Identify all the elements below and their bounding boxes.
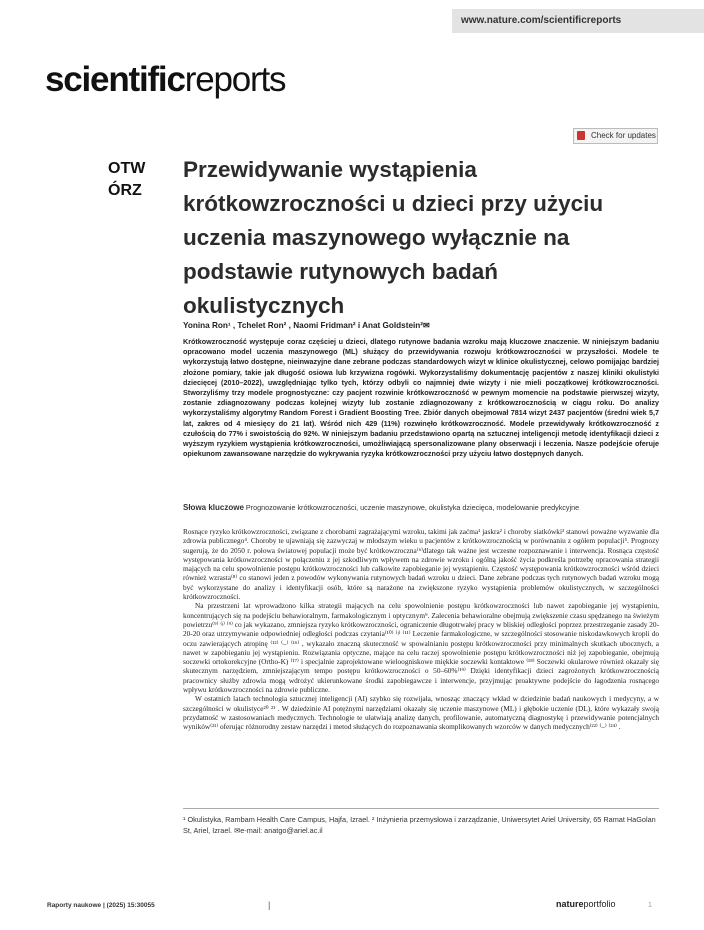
logo-bold: scientific	[45, 60, 185, 99]
keywords	[183, 503, 659, 512]
open-access-label	[108, 158, 145, 202]
affiliation-divider	[183, 808, 659, 809]
update-badge-icon	[577, 131, 585, 140]
footer-citation	[47, 902, 155, 909]
keywords-label: Słowa kluczowe	[183, 503, 244, 512]
journal-url[interactable]: www.nature.com/scientificreports	[461, 15, 622, 26]
check-for-updates-label: Check for updates	[591, 131, 656, 140]
article-body	[183, 527, 659, 732]
affiliations: ¹ Okulistyka, Rambam Health Care Campus, Hajfa, Izrael. ² Inżynieria przemysłowa i zarządzanie, Uniwersytet Ariel University, 65 Ramat HaGolan St, Ariel, Izrael. ✉e-mail: anatgo@ariel.ac.il	[183, 815, 656, 835]
body-paragraph: W ostatnich latach technologia sztucznej inteligencji (AI) szybko się rozwijała, wnosząc znaczący wkład w dziedzinie badań naukowych i medycyny, a w szczególności w okulistyce²⁰ ²¹ . W dziedzinie AI potężnymi narzędziami okazały się uczenie maszynowe (ML) i głębokie uczenie (DL), które wykazały swoją przydatność w zastosowaniach medycznych. Technologie te ułatwiają analizę danych, profilowanie, automatyczną diagnostykę i przewidywanie potencjalnych wyników⁽²¹⁾ oferując różnorodny zestaw narzędzi i metod służących do rozpoznawania skomplikowanych wzorców w danych medycznych⁽²²⁾ ⁽–⁾ ⁽²⁴⁾ .	[183, 694, 659, 732]
open-access-line2: ÓRZ	[108, 182, 142, 199]
keywords-text: Prognozowanie krótkowzroczności, uczenie maszynowe, okulistyka dziecięca, modelowanie predykcyjne	[245, 503, 580, 512]
publisher-bold: nature	[556, 899, 584, 909]
logo-light: reports	[184, 60, 286, 99]
body-paragraph: Rosnące ryzyko krótkowzroczności, związane z chorobami zagrażającymi wzroku, takimi jak zaćma¹ jaskra² i choroby siatkówki³ stanowi poważne wyzwanie dla zdrowia publicznego⁴. Choroby te ujawniają się zazwyczaj w młodszym wieku u pacjentów z krótkowzrocznością w porównaniu z ogółem populacji⁵. Prognozy sugerują, że do 2050 r. połowa światowej populacji może być krótkowzroczna⁽⁶⁾dlatego tak ważne jest wczesne rozpoznawanie i interwencja. Rosnąca częstość występowania krótkowzroczności w połączeniu z jej szkodliwym wpływem na zdrowie wzroku i ogólną jakość życia podkreśla potrzebę opracowania strategii mających na celu spowolnienie postępu krótkowzroczności lub całkowite zapobieganie jej wystąpieniu. Częstość występowania krótkowzroczności wśród dzieci również wzrasta⁽⁸⁾ co stanowi jeden z powodów wykonywania rutynowych badań wzroku u dzieci. Dane zebrane podczas tych rutynowych badań wzroku mogą być wykorzystane do analizy i identyfikacji osób, które są narażone na zwiększone ryzyko wystąpienia problemów okulistycznych, w szczególności krótkowzroczności.	[183, 527, 659, 602]
page-number: 1	[648, 902, 652, 909]
check-for-updates-button[interactable]	[573, 128, 658, 144]
body-paragraph: Na przestrzeni lat wprowadzono kilka strategii mających na celu spowolnienie postępu krótkowzroczności lub nawet zapobieganie jej wystąpieniu, koncentrujących się na podejściu behawioralnym, farmakologicznym i optycznym⁹. Zalecenia behawioralne obejmują zwiększenie czasu spędzanego na świeżym powietrzu⁽⁹⁾ ⁽ʲ⁾ ⁽⁹⁾ co jak wykazano, zmniejsza ryzyko krótkowzroczności, ograniczenie długotrwałej pracy w bliskiej odległości poprzez przestrzeganie zasady 20-20-20 oraz utrzymywanie odpowiedniej odległości podczas czytania⁽¹⁰⁾ ⁽ʲ⁾ ⁽¹¹⁾ Leczenie farmakologiczne, w szczególności stosowanie niskodawkowych kropli do oczu zawierających atropinę ⁽¹²⁾ ⁽–⁾ ⁽¹⁶⁾ , wykazało znaczną skuteczność w spowalnianiu postępu krótkowzroczności przy minimalnych skutkach ubocznych, a nawet w zapobieganiu jej wystąpieniu. Rozwiązania optyczne, mające na celu raczej spowolnienie postępu krótkowzroczności niż jej zapobieganie, obejmują soczewki ortokorekcyjne (Ortho-K) ⁽¹⁷⁾ i specjalnie zaprojektowane wieloogniskowe miękkie soczewki kontaktowe ⁽¹⁸⁾ Soczewki okularowe również okazały się skutecznym narzędziem, zmniejszającym tempo postępu krótkowzroczności o 50–60%⁽¹⁹⁾ Dzięki identyfikacji dzieci zagrożonych krótkowzrocznością pracownicy służby zdrowia mogą wdrożyć ukierunkowane środki zapobiegawcze i interwencje, przyjmując proaktywne podejście do łagodzenia rosnącego wpływu krótkowzroczności na zdrowie publiczne.	[183, 601, 659, 695]
author-list: Yonina Ron¹ , Tchelet Ron² , Naomi Fridman² i Anat Goldstein²✉	[183, 321, 430, 330]
journal-logo	[45, 60, 285, 100]
footer-journal: Raporty naukowe |	[47, 902, 105, 909]
footer-volume: (2025) 15:30055	[106, 902, 155, 909]
open-access-line1: OTW	[108, 160, 146, 177]
publisher-light: portfolio	[583, 899, 616, 909]
article-title: Przewidywanie wystąpienia krótkowzroczności u dzieci przy użyciu uczenia maszynowego wyłącznie na podstawie rutynowych badań okulistycznych	[183, 157, 604, 318]
footer-separator: |	[268, 900, 271, 910]
journal-url-bar	[452, 9, 704, 33]
abstract: Krótkowzroczność występuje coraz częściej u dzieci, dlatego rutynowe badania wzroku mają kluczowe znaczenie. W niniejszym badaniu opracowano model uczenia maszynowego (ML) służący do przewidywania rozwoju krótkowzroczności w przyszłości. Modele te wykorzystują łatwo dostępne, nieinwazyjne dane zebrane podczas standardowych wizyt w klinice okulistycznej, celowo pomijając bardziej złożone pomiary, takie jak długość osiowa lub krzywizna rogówki. Wykorzystaliśmy dokumentację pacjentów z naszej kliniki okulistyki dziecięcej (2010–2022), uwzględniając tylko tych, którzy odbyli co najmniej dwie wizyty i nie mieli początkowej krótkowzroczności. Stworzyliśmy trzy modele prognostyczne: czy pacjent rozwinie krótkowzroczność w pewnym momencie na podstawie pierwszej wizyty, zostanie zdiagnozowany podczas kolejnej wizyty lub zostanie zdiagnozowany z krótkowzrocznością w ciągu roku. Do analizy wykorzystaliśmy algorytmy Random Forest i Gradient Boosting Tree. Zbiór danych obejmował 7814 wizyt 2437 pacjentów (średni wiek 5,7 lat, zakres od 4 miesięcy do 21 lat). Wśród nich 429 (11%) rozwinęło krótkowzroczność. Modele przewidywały krótkowzroczność z czułością do 77% i swoistością do 92%. W niniejszym badaniu przedstawiono opartą na sztucznej inteligencji metodę identyfikacji dzieci z wyższym ryzykiem wystąpienia krótkowzroczności, umożliwiającą spersonalizowane plany obserwacji i leczenia. Nasze podejście oferuje opiekunom zawansowane narzędzie do wykrywania ryzyka krótkowzroczności przy użyciu łatwo dostępnych danych.	[183, 337, 659, 459]
nature-portfolio-logo	[556, 899, 616, 909]
